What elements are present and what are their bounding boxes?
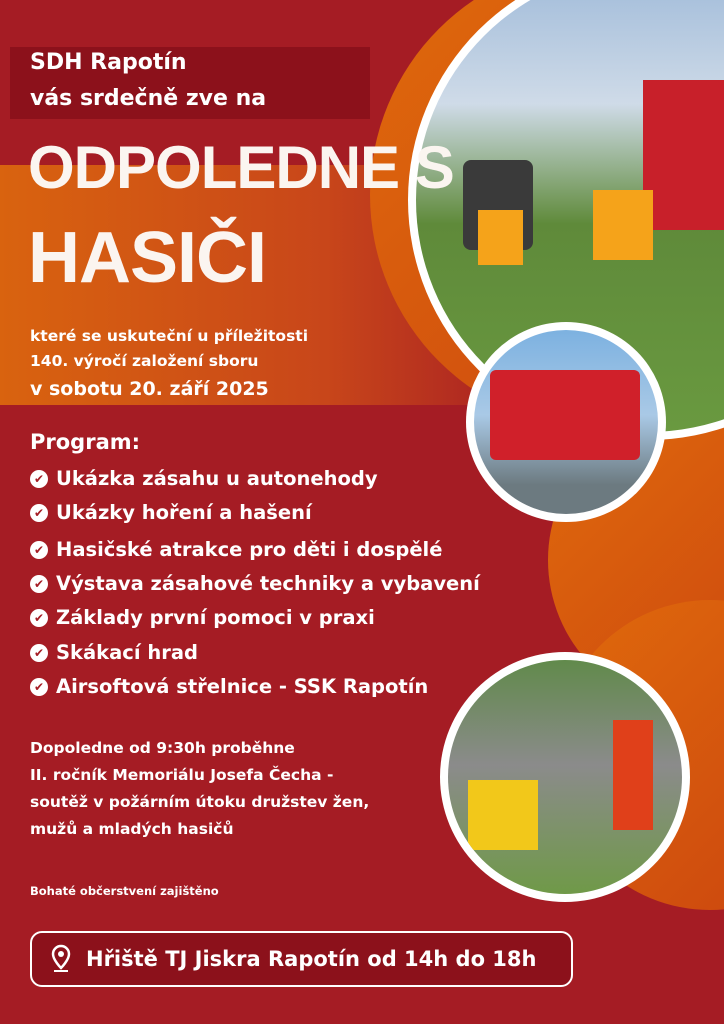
title-line2: HASIČI bbox=[28, 218, 267, 298]
check-icon: ✔ bbox=[30, 541, 48, 559]
organizer: SDH Rapotín bbox=[30, 50, 187, 75]
program-item-label: Ukázky hoření a hašení bbox=[56, 501, 312, 524]
check-icon: ✔ bbox=[30, 678, 48, 696]
program-item-label: Ukázka zásahu u autonehody bbox=[56, 467, 378, 490]
location-box bbox=[30, 931, 573, 987]
occasion-line1: které se uskuteční u příležitosti bbox=[30, 327, 309, 345]
refreshments-note: Bohaté občerstvení zajištěno bbox=[30, 884, 219, 898]
title-line1: ODPOLEDNE S bbox=[28, 134, 454, 201]
program-item-label: Airsoftová střelnice - SSK Rapotín bbox=[56, 675, 429, 698]
firefighter-shape bbox=[613, 720, 653, 830]
memorial-line: II. ročník Memoriálu Josefa Čecha - bbox=[30, 766, 334, 784]
memorial-line: soutěž v požárním útoku družstev žen, bbox=[30, 793, 370, 811]
memorial-line: Dopoledne od 9:30h proběhne bbox=[30, 739, 295, 757]
check-icon: ✔ bbox=[30, 609, 48, 627]
program-item-label: Základy první pomoci v praxi bbox=[56, 606, 375, 629]
firefighter-shape bbox=[478, 210, 523, 265]
check-icon: ✔ bbox=[30, 644, 48, 662]
invite-text: vás srdečně zve na bbox=[30, 86, 267, 111]
program-title: Program: bbox=[30, 430, 141, 454]
map-pin-icon bbox=[50, 944, 72, 974]
occasion-line2: 140. výročí založení sboru bbox=[30, 352, 259, 370]
firefighter-shape bbox=[468, 780, 538, 850]
program-item bbox=[30, 467, 378, 490]
location-text: Hřiště TJ Jiskra Rapotín od 14h do 18h bbox=[86, 947, 537, 971]
program-item bbox=[30, 641, 198, 664]
program-item bbox=[30, 501, 312, 524]
program-item bbox=[30, 606, 375, 629]
program-item bbox=[30, 675, 428, 698]
check-icon: ✔ bbox=[30, 504, 48, 522]
program-item bbox=[30, 572, 480, 595]
fire-truck-shape bbox=[490, 370, 640, 460]
memorial-line: mužů a mladých hasičů bbox=[30, 820, 234, 838]
memorial-text bbox=[30, 735, 369, 843]
check-icon: ✔ bbox=[30, 575, 48, 593]
fire-truck-shape bbox=[643, 80, 724, 230]
event-date: v sobotu 20. září 2025 bbox=[30, 378, 269, 400]
firefighter-shape bbox=[593, 190, 653, 260]
program-item-label: Výstava zásahové techniky a vybavení bbox=[56, 572, 480, 595]
program-item-label: Hasičské atrakce pro děti i dospělé bbox=[56, 538, 443, 561]
check-icon: ✔ bbox=[30, 470, 48, 488]
program-item bbox=[30, 538, 442, 561]
program-item-label: Skákací hrad bbox=[56, 641, 198, 664]
